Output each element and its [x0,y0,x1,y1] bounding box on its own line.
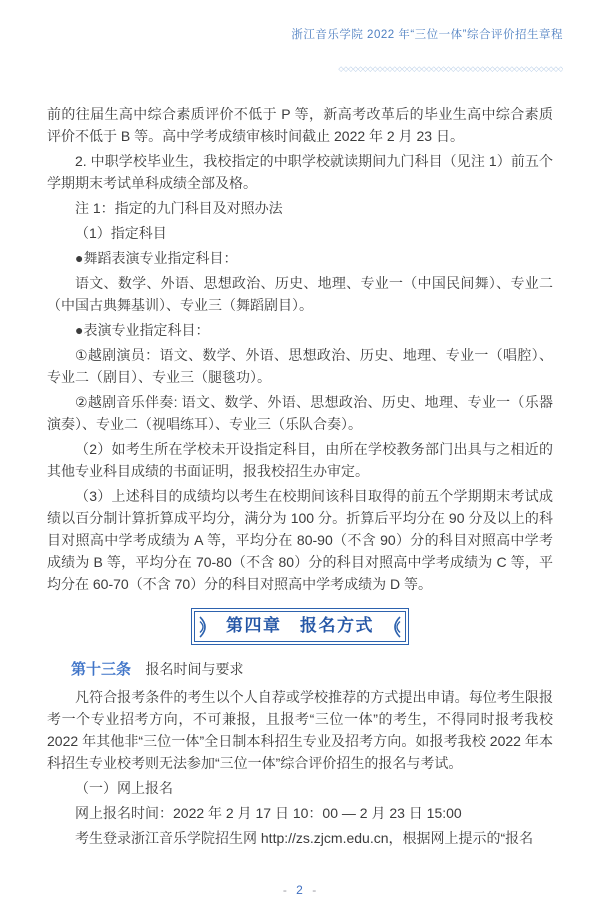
chapter-title: 第四章 报名方式 [226,616,374,635]
section-title: 报名时间与要求 [145,661,244,677]
paragraph: 凡符合报考条件的考生以个人自荐或学校推荐的方式提出申请。每位考生限报考一个专业招考方向，不可兼报，且报考“三位一体”的考生，不得同时报考我校 2022 年其他非“三位一体”全日制本科招生专业及招考方向。如报考我校 2022 年本科招生专业校考则无法参加“三位一体”综合评价招生的报名与考试。 [47,689,553,771]
paragraph: ②越剧音乐伴奏: 语文、数学、外语、思想政治、历史、地理、专业一（乐器演奏）、专业二（视唱练耳）、专业三（乐队合奏）。 [47,394,553,432]
chapter-banner [191,608,409,645]
paragraph: 网上报名时间：2022 年 2 月 17 日 10：00 — 2 月 23 日 15:00 [75,805,462,821]
header-title: 浙江音乐学院 2022 年“三位一体”综合评价招生章程 [291,29,563,41]
page-header [0,0,600,78]
paragraph: （1）指定科目 [75,225,167,241]
paragraph: ●舞蹈表演专业指定科目： [75,250,238,266]
section-heading [47,658,553,679]
paragraphs-bottom [47,686,553,849]
chapter-banner-inner [194,611,406,642]
banner-double-arc-left-icon [198,616,211,638]
paragraph: 2. 中职学校毕业生，我校指定的中职学校就读期间九门科目（见注 1）前五个学期期末考试单科成绩全部及格。 [47,153,553,191]
paragraph: 前的往届生高中综合素质评价不低于 P 等，新高考改革后的毕业生高中综合素质评价不低于 B 等。高中学考成绩审核时间截止 2022 年 2 月 23 日。 [47,106,553,144]
section-number: 第十三条 [71,661,132,678]
page-footer [0,883,600,897]
paragraph: （2）如考生所在学校未开设指定科目，由所在学校教务部门出具与之相近的其他专业科目成绩的书面证明，报我校招生办审定。 [47,441,553,479]
paragraph: （3）上述科目的成绩均以考生在校期间该科目取得的前五个学期期末考试成绩以百分制计算折算成平均分，满分为 100 分。折算后平均分在 90 分及以上的科目对照高中学考成绩为 A 等，平均分在 80-90（不含 90）分的科目对照高中学考成绩为 B 等，平均分在 70-80（不含 80）分的科目对照高中学考成绩为 C 等，平均分在 60-70（不含 70）分的科目对照高中学考成绩为 D 等。 [47,488,553,592]
page-number: 2 [296,883,304,897]
paragraph: 语文、数学、外语、思想政治、历史、地理、专业一（中国民间舞）、专业二（中国古典舞基训）、专业三（舞蹈剧目）。 [47,275,553,313]
footer-dash-right: - [312,883,318,897]
header-chain-decoration-icon: ◇◇◇◇◇◇◇◇◇◇◇◇◇◇◇◇◇◇◇◇◇◇◇◇◇◇◇◇◇◇◇◇◇◇◇◇◇◇◇◇◇◇◇◇◇◇ [338,66,563,73]
paragraphs-top [47,103,553,595]
paragraph: 注 1：指定的九门科目及对照办法 [75,200,283,216]
footer-dash-left: - [282,883,288,897]
paragraph: ①越剧演员：语文、数学、外语、思想政治、历史、地理、专业一（唱腔）、专业二（剧目）、专业三（腿毯功）。 [47,347,553,385]
paragraph: ●表演专业指定科目： [75,322,210,338]
banner-double-arc-right-icon [389,616,402,638]
paragraph: （一）网上报名 [75,780,173,796]
document-body [0,78,600,849]
paragraph: 考生登录浙江音乐学院招生网 http://zs.zjcm.edu.cn，根据网上提示的“报名 [75,830,534,846]
